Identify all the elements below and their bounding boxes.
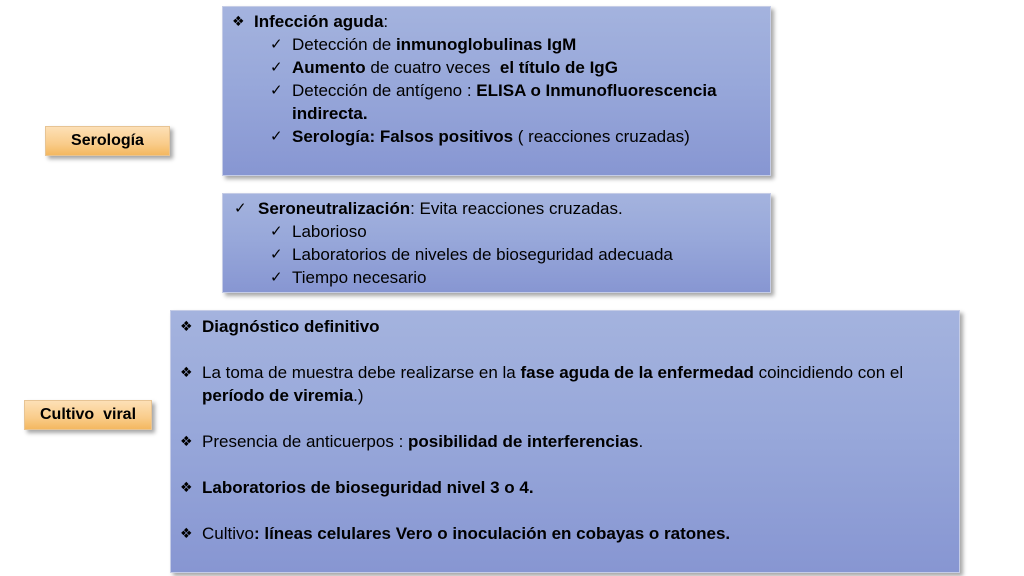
diamond-bullet-icon: ❖: [180, 479, 193, 495]
acute-infection-heading: Infección aguda:: [254, 12, 389, 31]
culture-sample-timing: La toma de muestra debe realizarse en la fase aguda de la enfermedad coincidiendo con el: [202, 363, 904, 382]
check-icon: ✓: [270, 59, 283, 76]
acute-item-antigen-cont: indirecta.: [292, 104, 368, 123]
culture-definitive-diagnosis: Diagnóstico definitivo: [202, 317, 380, 336]
culture-biosafety: Laboratorios de bioseguridad nivel 3 o 4.: [202, 478, 534, 497]
culture-sample-timing-cont: período de viremia.): [202, 386, 364, 405]
seroneutralization-item-labs: Laboratorios de niveles de bioseguridad adecuada: [292, 245, 673, 264]
check-icon: ✓: [270, 128, 283, 145]
serologia-label: Serología: [45, 126, 170, 156]
diamond-bullet-icon: ❖: [180, 433, 193, 449]
acute-item-false-positives: Serología: Falsos positivos ( reacciones cruzadas): [292, 127, 690, 146]
diamond-bullet-icon: ❖: [180, 364, 193, 380]
check-icon: ✓: [270, 36, 283, 53]
check-icon: ✓: [270, 223, 283, 240]
check-icon: ✓: [270, 269, 283, 286]
culture-cell-lines: Cultivo: líneas celulares Vero o inoculación en cobayas o ratones.: [202, 524, 731, 543]
diamond-bullet-icon: ❖: [180, 525, 193, 541]
viral-culture-label: Cultivo viral: [24, 400, 152, 430]
acute-item-igg: Aumento de cuatro veces el título de IgG: [292, 58, 618, 77]
acute-item-igm: Detección de inmunoglobulinas IgM: [292, 35, 577, 54]
check-icon: ✓: [234, 200, 247, 217]
diamond-bullet-icon: ❖: [232, 13, 245, 29]
seroneutralization-heading: Seroneutralización: Evita reacciones cruzadas.: [258, 199, 623, 218]
culture-antibodies: Presencia de anticuerpos : posibilidad de interferencias.: [202, 432, 644, 451]
acute-item-antigen: Detección de antígeno : ELISA o Inmunofluorescencia: [292, 81, 717, 100]
diamond-bullet-icon: ❖: [180, 318, 193, 334]
check-icon: ✓: [270, 246, 283, 263]
seroneutralization-item-laborious: Laborioso: [292, 222, 367, 241]
check-icon: ✓: [270, 82, 283, 99]
seroneutralization-item-time: Tiempo necesario: [292, 268, 427, 287]
